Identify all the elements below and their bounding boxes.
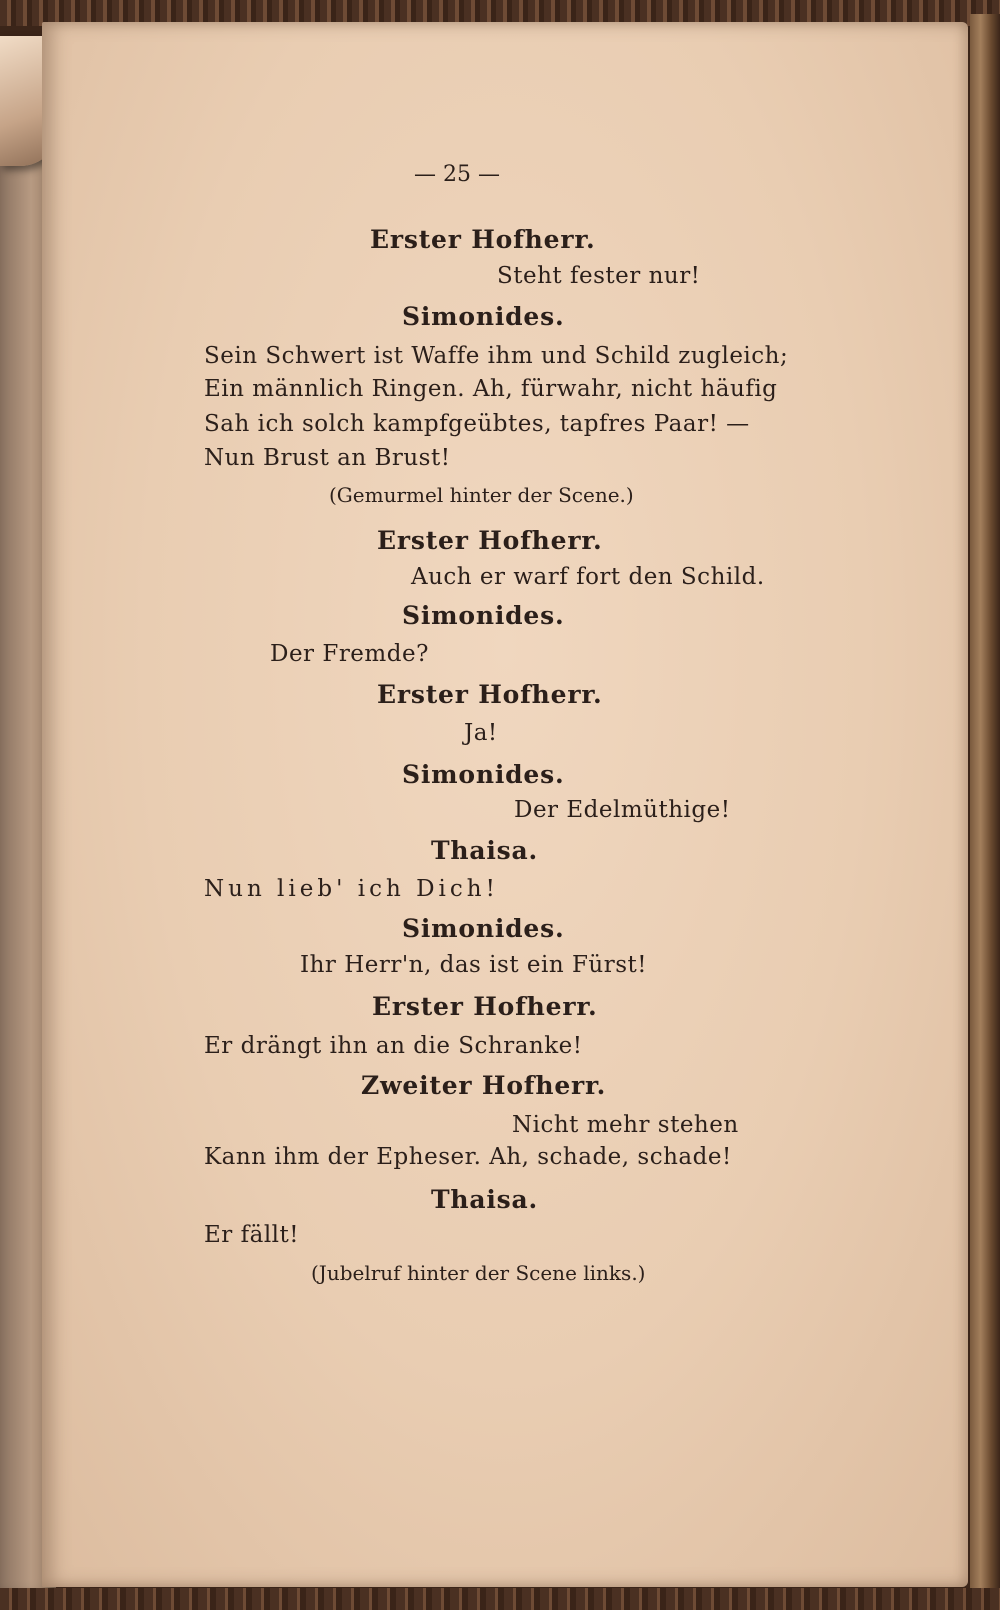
verse-line: Nun Brust an Brust! <box>204 445 451 471</box>
verse-line: Ja! <box>464 720 498 746</box>
speaker-name: Erster Hofherr. <box>370 225 596 254</box>
speaker-name: Thaisa. <box>431 836 539 865</box>
verse-line: Kann ihm der Epheser. Ah, schade, schade! <box>204 1144 732 1170</box>
page-number: — 25 — <box>414 162 500 187</box>
speaker-name: Simonides. <box>402 302 565 331</box>
verse-line: Nun lieb' ich Dich! <box>204 876 499 902</box>
speaker-name: Simonides. <box>402 914 565 943</box>
verse-line: Er drängt ihn an die Schranke! <box>204 1033 583 1059</box>
speaker-name: Simonides. <box>402 760 565 789</box>
verse-line: Sah ich solch kampfgeübtes, tapfres Paar! — <box>204 411 750 437</box>
verse-line: Er fällt! <box>204 1222 300 1248</box>
speaker-name: Zweiter Hofherr. <box>361 1071 607 1100</box>
verse-line: Sein Schwert ist Waffe ihm und Schild zugleich; <box>204 343 789 369</box>
verse-line: Der Edelmüthige! <box>514 797 731 823</box>
verse-line: Auch er warf fort den Schild. <box>411 564 765 590</box>
verse-line: Steht fester nur! <box>497 263 701 289</box>
speaker-name: Erster Hofherr. <box>377 680 603 709</box>
stage-direction: (Jubelruf hinter der Scene links.) <box>311 1261 646 1285</box>
speaker-name: Simonides. <box>402 601 565 630</box>
speaker-name: Erster Hofherr. <box>377 526 603 555</box>
verse-line: Ein männlich Ringen. Ah, fürwahr, nicht häufig <box>204 376 778 402</box>
verse-line: Ihr Herr'n, das ist ein Fürst! <box>300 952 648 978</box>
speaker-name: Thaisa. <box>431 1185 539 1214</box>
verse-line: Nicht mehr stehen <box>512 1112 739 1138</box>
speaker-name: Erster Hofherr. <box>372 992 598 1021</box>
verse-line: Der Fremde? <box>270 641 429 667</box>
stage-direction: (Gemurmel hinter der Scene.) <box>329 483 634 507</box>
